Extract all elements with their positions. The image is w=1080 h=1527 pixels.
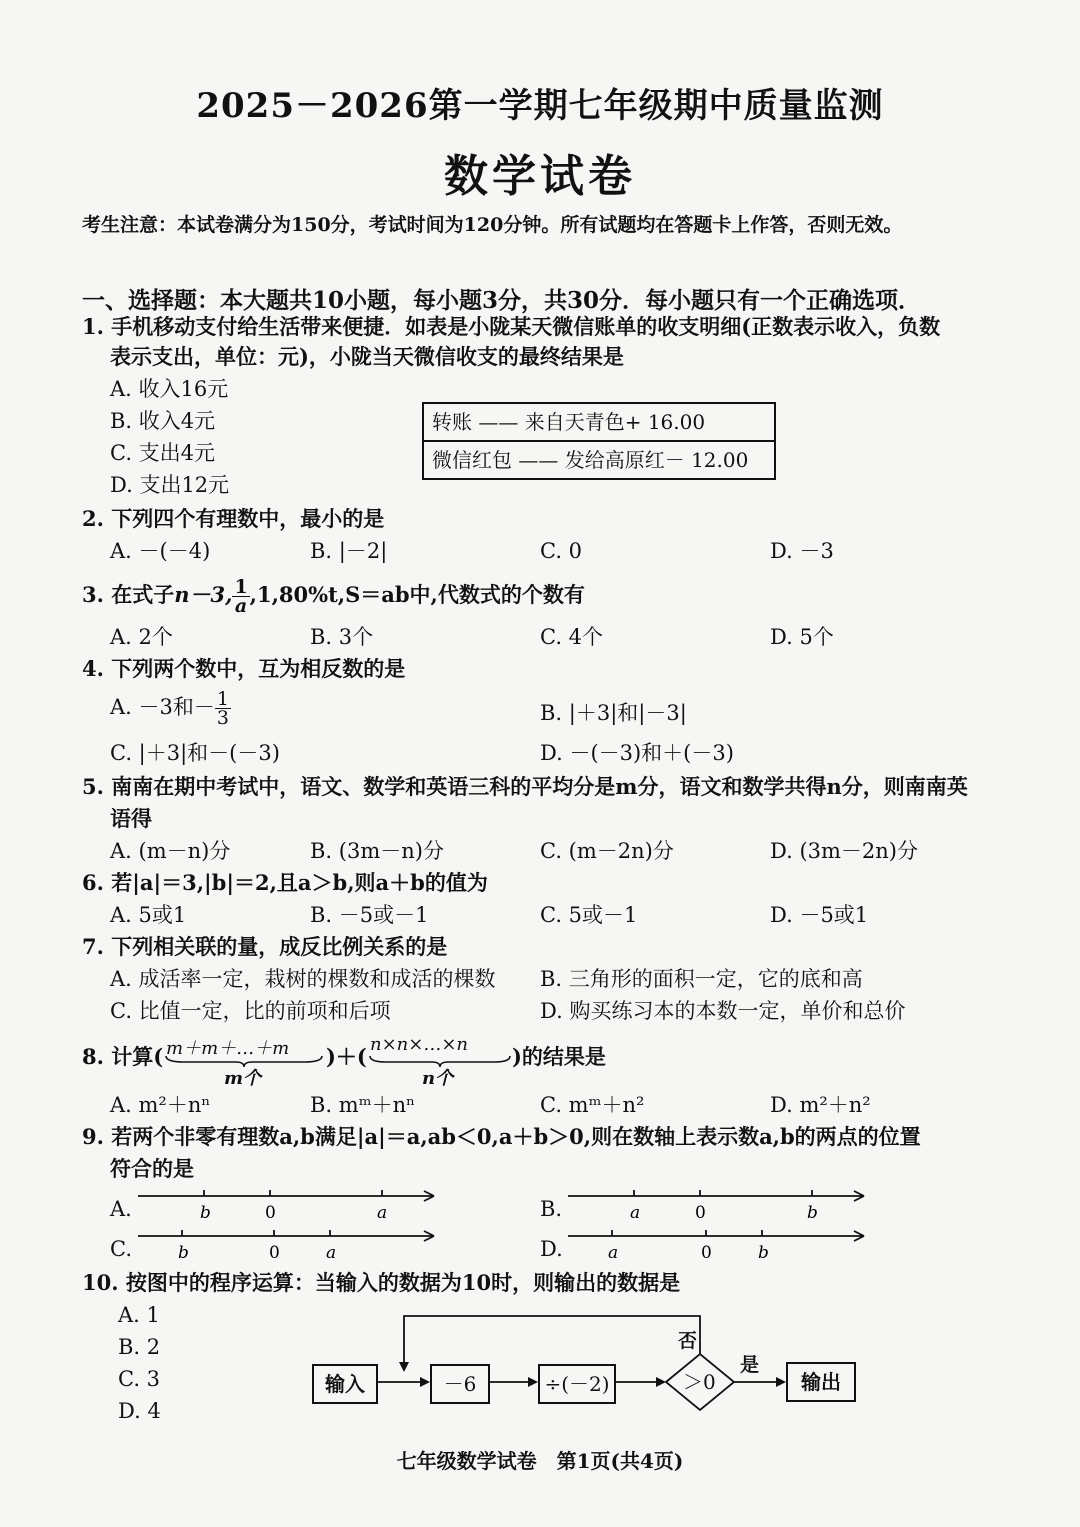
q3-option-c: C. 4个 [540,625,604,649]
q9d-label-b: b [758,1243,769,1263]
q3-option-d: D. 5个 [770,625,834,649]
q8-suffix: )的结果是 [512,1044,606,1069]
q8-product-expression: n×n×…×n [370,1034,469,1055]
q5-option-d: D. (3m－2n)分 [770,839,918,863]
q10-stem: 10. 按图中的程序运算：当输入的数据为10时，则输出的数据是 [82,1270,681,1295]
q3-frac-num: 1 [234,576,248,598]
q1-option-c: C. 支出4元 [110,441,216,465]
q9-option-a: A. [110,1197,132,1221]
q9-numberline-c [138,1226,438,1266]
flow-divide-box: ÷(－2) [538,1364,616,1404]
q10-option-c: C. 3 [118,1367,161,1391]
q9d-label-a: a [608,1243,619,1263]
q8-mid: )＋( [326,1044,367,1069]
q5-option-c: C. (m－2n)分 [540,839,674,863]
q4-fraction [215,690,231,727]
q3-stem-prefix: 3. 在式子 [82,582,175,607]
q9b-label-zero: 0 [695,1203,706,1223]
q2-option-d: D. －3 [770,539,834,563]
section-heading: 一、选择题：本大题共10小题，每小题3分，共30分．每小题只有一个正确选项． [82,287,922,314]
flow-no-label: 否 [678,1330,698,1352]
q4-option-c: C. |＋3|和－(－3) [110,741,280,765]
q9d-label-zero: 0 [701,1243,712,1263]
q2-stem: 2. 下列四个有理数中，最小的是 [82,506,385,531]
q9c-label-zero: 0 [269,1243,280,1263]
q3-expr1: n－3, [174,582,233,607]
q4-option-a [110,690,231,727]
q4-option-d: D. －(－3)和＋(－3) [540,741,734,765]
q7-stem: 7. 下列相关联的量，成反比例关系的是 [82,934,448,959]
q8-option-d: D. m²＋n² [770,1093,871,1117]
q8-sum-expression: m＋m＋…＋m [166,1038,290,1059]
q2-option-a: A. －(－4) [110,539,211,563]
q3-fraction [232,578,249,615]
q5-option-a: A. (m－n)分 [110,839,231,863]
q9-numberline-a [138,1186,438,1226]
q4-option-b: B. |＋3|和|－3| [540,701,687,725]
q9-option-c: C. [110,1237,132,1261]
q3-expr2: ,1,80%t,S＝ab中,代数式的个数有 [249,582,585,607]
q8-option-a: A. m²＋nⁿ [110,1093,211,1117]
q7-option-b: B. 三角形的面积一定，它的底和高 [540,967,863,991]
q8-prefix: 8. 计算( [82,1044,164,1069]
q1-option-a: A. 收入16元 [110,377,229,401]
exam-subtitle: 数学试卷 [444,151,636,202]
q9-numberline-d [568,1226,868,1266]
q8-product-count: n个 [422,1068,454,1089]
ledger-row-redpacket: 微信红包 —— 发给高原红－ 12.00 [424,440,774,478]
q1-stem-line1: 1. 手机移动支付给生活带来便捷．如表是小陇某天微信账单的收支明细(正数表示收入，负数 [82,314,941,339]
q3-stem [82,578,585,615]
q6-stem: 6. 若|a|＝3,|b|＝2,且a＞b,则a＋b的值为 [82,870,488,895]
page-footer: 七年级数学试卷 第1页(共4页) [396,1449,684,1473]
flow-output-box: 输出 [786,1362,856,1402]
q5-option-b: B. (3m－n)分 [310,839,444,863]
q9a-label-zero: 0 [265,1203,276,1223]
flow-input-box: 输入 [312,1364,378,1404]
q9a-label-a: a [377,1203,388,1223]
q1-option-b: B. 收入4元 [110,409,216,433]
q9c-label-a: a [326,1243,337,1263]
q2-option-c: C. 0 [540,539,583,563]
q1-stem-line2: 表示支出，单位：元)，小陇当天微信收支的最终结果是 [110,344,624,369]
flow-condition-label: ＞0 [683,1370,716,1394]
exam-title: 2025－2026第一学期七年级期中质量监测 [196,86,884,126]
q5-stem-line1: 5. 南南在期中考试中，语文、数学和英语三科的平均分是m分，语文和数学共得n分，则南南英 [82,774,968,799]
q7-option-c: C. 比值一定，比的前项和后项 [110,999,391,1023]
q4-frac-num: 1 [216,688,229,710]
q9-numberline-b [568,1186,868,1226]
q6-option-b: B. －5或－1 [310,903,429,927]
q9b-label-a: a [630,1203,641,1223]
flow-yes-label: 是 [740,1354,760,1376]
wechat-ledger-table [422,402,776,480]
exam-notice: 考生注意：本试卷满分为150分，考试时间为120分钟。所有试题均在答题卡上作答，否则无效。 [82,214,903,236]
q9b-label-b: b [807,1203,818,1223]
q3-frac-den: a [234,595,248,617]
q6-option-d: D. －5或1 [770,903,869,927]
q10-option-a: A. 1 [118,1303,160,1327]
q2-option-b: B. |－2| [310,539,388,563]
q9c-label-b: b [178,1243,189,1263]
q3-option-b: B. 3个 [310,625,374,649]
ledger-row-transfer: 转账 —— 来自天青色+ 16.00 [432,410,706,434]
q8-option-b: B. mᵐ＋nⁿ [310,1093,416,1117]
q7-option-a: A. 成活率一定，栽树的棵数和成活的棵数 [110,967,496,991]
q7-option-d: D. 购买练习本的本数一定，单价和总价 [540,999,906,1023]
q1-option-d: D. 支出12元 [110,473,230,497]
q4-option-a-prefix: A. －3和－ [110,695,215,719]
q6-option-a: A. 5或1 [110,903,187,927]
q4-frac-den: 3 [216,707,229,729]
q6-option-c: C. 5或－1 [540,903,638,927]
q5-stem-line2: 语得 [110,806,152,831]
q10-option-b: B. 2 [118,1335,161,1359]
q9-option-d: D. [540,1237,563,1261]
q8-option-c: C. mᵐ＋n² [540,1093,645,1117]
q9a-label-b: b [200,1203,211,1223]
q8-sum-count: m个 [224,1068,262,1089]
q4-stem: 4. 下列两个数中，互为相反数的是 [82,656,406,681]
q10-option-d: D. 4 [118,1399,161,1423]
q3-option-a: A. 2个 [110,625,173,649]
q9-stem-line1: 9. 若两个非零有理数a,b满足|a|＝a,ab＜0,a＋b＞0,则在数轴上表示数a,b的两点的位置 [82,1124,921,1149]
q9-option-b: B. [540,1197,563,1221]
flow-subtract-box: －6 [430,1364,490,1404]
q9-stem-line2: 符合的是 [110,1156,194,1181]
